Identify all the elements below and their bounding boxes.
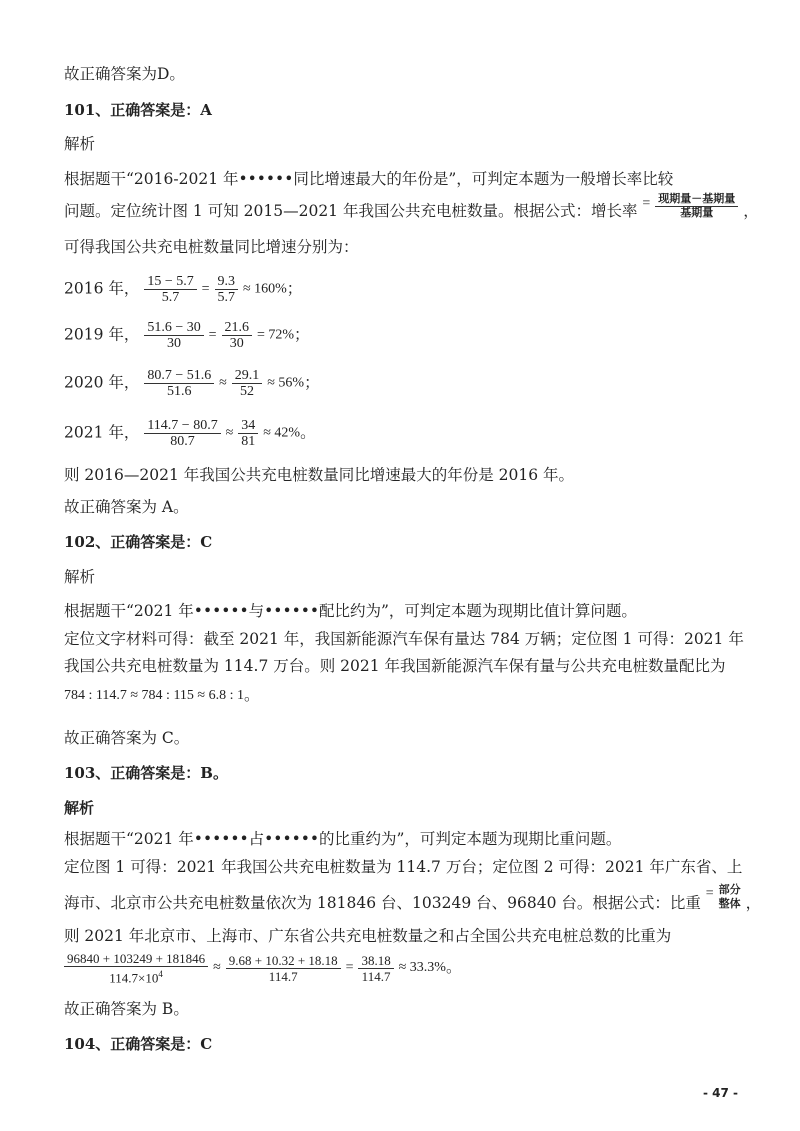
q103-text-line3-main: 海市、北京市公共充电桩数量依次为 181846 台、103249 台、96840 台。根据公式：比重 — [64, 894, 701, 912]
frac-numerator: 21.6 — [222, 320, 253, 336]
frac-denominator: 5.7 — [161, 290, 180, 305]
row-result: = 72% — [256, 327, 294, 343]
q101-text-line2 — [64, 192, 759, 222]
q103-analysis-label: 解析 — [64, 799, 95, 817]
frac-denominator — [64, 967, 208, 985]
row-fraction-1 — [144, 274, 196, 305]
share-result-end: 。 — [445, 958, 462, 977]
growth-row-2019 — [64, 320, 310, 351]
q102-answer-heading: 102、正确答案是：C — [64, 533, 213, 551]
row-end: ； — [294, 325, 310, 344]
share-formula — [706, 883, 741, 911]
row-result: ≈ 56% — [267, 375, 305, 391]
denominator-exponent: 4 — [158, 969, 163, 979]
frac-numerator: 9.3 — [215, 274, 239, 290]
q103-text-line4: 则 2021 年北京市、上海市、广东省公共充电桩数量之和占全国公共充电桩总数的比重为 — [64, 927, 672, 945]
frac-numerator: 96840 + 103249 + 181846 — [64, 951, 208, 967]
q103-answer-line: 故正确答案为 B。 — [64, 1000, 189, 1018]
q103-text-line3 — [64, 884, 762, 914]
frac-denominator: 5.7 — [217, 290, 235, 305]
frac-numerator: 15 − 5.7 — [144, 274, 196, 290]
growth-row-2021 — [64, 418, 316, 449]
q104-answer-heading: 104、正确答案是：C — [64, 1035, 213, 1053]
frac-numerator: 51.6 − 30 — [144, 320, 203, 336]
q101-answer-heading: 101、正确答案是：A — [64, 101, 212, 119]
q101-conclusion: 则 2016—2021 年我国公共充电桩数量同比增速最大的年份是 2016 年。 — [64, 466, 575, 484]
row-fraction-1 — [144, 320, 203, 351]
frac-denominator: 51.6 — [167, 384, 192, 399]
comma: ， — [743, 202, 759, 220]
q101-text-line2-main: 问题。定位统计图 1 可知 2015—2021 年我国公共充电桩数量。根据公式：增长率 — [64, 202, 638, 220]
row-fraction-1 — [144, 418, 220, 449]
frac-numerator: 9.68 + 10.32 + 18.18 — [226, 953, 341, 969]
frac-denominator: 114.7 — [361, 968, 391, 984]
q101-analysis-label: 解析 — [64, 135, 96, 153]
frac-numerator: 34 — [238, 418, 258, 434]
denominator-base: 114.7×10 — [109, 970, 159, 986]
share-result: ≈ 33.3% — [398, 960, 446, 976]
q101-answer-line: 故正确答案为 A。 — [64, 498, 189, 516]
frac-denominator: 114.7 — [268, 968, 298, 984]
row-year: 2019 年， — [64, 325, 140, 344]
row-end: ； — [304, 373, 320, 392]
row-year: 2021 年， — [64, 423, 140, 442]
growth-formula — [642, 193, 738, 220]
row-operator: = — [201, 281, 210, 297]
frac-denominator: 80.7 — [170, 434, 195, 449]
ratio-end: 。 — [244, 686, 260, 704]
row-fraction-2 — [215, 274, 239, 305]
q102-analysis-label: 解析 — [64, 568, 96, 586]
growth-row-2020 — [64, 368, 320, 399]
share-fraction-2 — [226, 953, 341, 984]
row-year: 2016 年， — [64, 279, 140, 298]
q103-answer-heading: 103、正确答案是：B。 — [64, 764, 228, 782]
frac-numerator: 80.7 − 51.6 — [144, 368, 214, 384]
row-fraction-2 — [238, 418, 258, 449]
row-operator: ≈ — [219, 375, 227, 391]
row-result: ≈ 160% — [242, 281, 287, 297]
page-number: - 47 - — [702, 1086, 738, 1100]
share-eq: = — [705, 886, 714, 901]
frac-numerator: 114.7 − 80.7 — [144, 418, 220, 434]
q103-text-line2: 定位图 1 可得：2021 年我国公共充电桩数量为 114.7 万台；定位图 2 可得：2021 年广东省、上 — [64, 858, 743, 876]
row-operator: = — [208, 327, 217, 343]
row-operator: ≈ — [225, 425, 234, 441]
share-fraction-1 — [64, 951, 208, 985]
ratio-expression: 784 : 114.7 ≈ 784 : 115 ≈ 6.8 : 1 — [64, 688, 244, 703]
row-fraction-1 — [144, 368, 214, 399]
frac-denominator: 52 — [240, 384, 255, 399]
growth-numerator: 现期量－基期量 — [655, 193, 738, 207]
growth-eq: = — [642, 195, 651, 211]
growth-fraction — [655, 193, 738, 220]
q103-text-line1: 根据题干“2021 年••••••占••••••的比重约为”，可判定本题为现期比重问题。 — [64, 830, 622, 848]
row-year: 2020 年， — [64, 373, 140, 392]
q101-text-line1: 根据题干“2016-2021 年••••••同比增速最大的年份是”，可判定本题为一般增长率比较 — [64, 170, 674, 188]
row-result: ≈ 42% — [263, 425, 301, 441]
frac-denominator: 30 — [167, 336, 182, 351]
share-fraction-3 — [358, 953, 393, 984]
q102-text-line1: 根据题干“2021 年••••••与••••••配比约为”，可判定本题为现期比值计算问题。 — [64, 602, 637, 620]
frac-denominator: 30 — [229, 336, 244, 351]
share-numerator: 部分 — [718, 884, 741, 896]
q102-text-line2: 定位文字材料可得：截至 2021 年，我国新能源汽车保有量达 784 万辆；定位图 1 可得：2021 年 — [64, 630, 744, 648]
q103-share-formula — [64, 951, 462, 985]
operator-equals: = — [345, 960, 354, 976]
growth-row-2016 — [64, 274, 302, 305]
operator-approx: ≈ — [213, 960, 221, 976]
answer-conclusion: 故正确答案为D。 — [64, 65, 185, 83]
q102-text-line3: 我国公共充电桩数量为 114.7 万台。则 2021 年我国新能源汽车保有量与公共充电桩数量配比为 — [64, 657, 726, 675]
q101-text-line3: 可得我国公共充电桩数量同比增速分别为： — [64, 238, 359, 256]
share-denominator: 整体 — [718, 898, 741, 910]
frac-numerator: 29.1 — [232, 368, 263, 384]
frac-numerator: 38.18 — [358, 953, 393, 969]
growth-denominator: 基期量 — [680, 206, 714, 219]
frac-denominator: 81 — [241, 434, 256, 449]
row-end: 。 — [300, 423, 316, 442]
q102-answer-line: 故正确答案为 C。 — [64, 729, 190, 747]
row-fraction-2 — [222, 320, 253, 351]
share-end: ， — [745, 894, 762, 912]
q102-ratio-formula — [64, 684, 260, 707]
row-end: ； — [286, 279, 303, 298]
share-fraction — [719, 883, 741, 911]
row-fraction-2 — [232, 368, 263, 399]
